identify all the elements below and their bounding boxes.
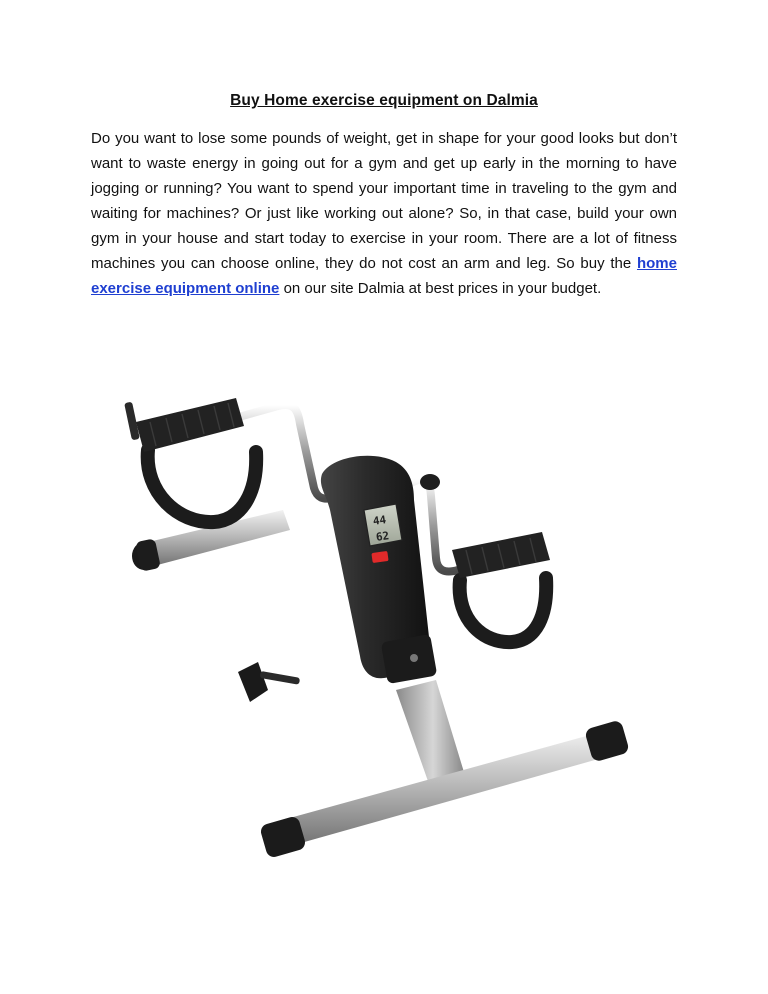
pedal-exerciser-image	[118, 372, 658, 872]
paragraph-text-before-link: Do you want to lose some pounds of weight, get in shape for your good looks but don’t want to waste energy in going out for a gym and get up early in the morning to have jogging or running? You want to spend your important time in traveling to the gym and waiting for machines? Or just like working out alone? So, in that case, build your own gym in your house and start today to exercise in your room. There are a lot of fitness machines you can choose online, they do not cost an arm and leg. So buy the	[91, 130, 677, 272]
left-pedal	[124, 398, 256, 522]
page-title: Buy Home exercise equipment on Dalmia	[230, 92, 538, 109]
crank-housing	[321, 456, 437, 684]
home-exercise-equipment-link[interactable]: home exercise equipment online	[91, 255, 677, 297]
lcd-display	[364, 504, 402, 546]
paragraph-text-after-link: on our site Dalmia at best prices in your budget.	[279, 280, 602, 297]
lcd-bottom-reading: 62	[375, 529, 390, 544]
body-paragraph	[91, 126, 677, 301]
axle-knob	[420, 474, 440, 490]
tension-knob	[238, 662, 300, 702]
lcd-top-reading: 44	[372, 513, 387, 528]
right-pedal	[452, 532, 550, 642]
